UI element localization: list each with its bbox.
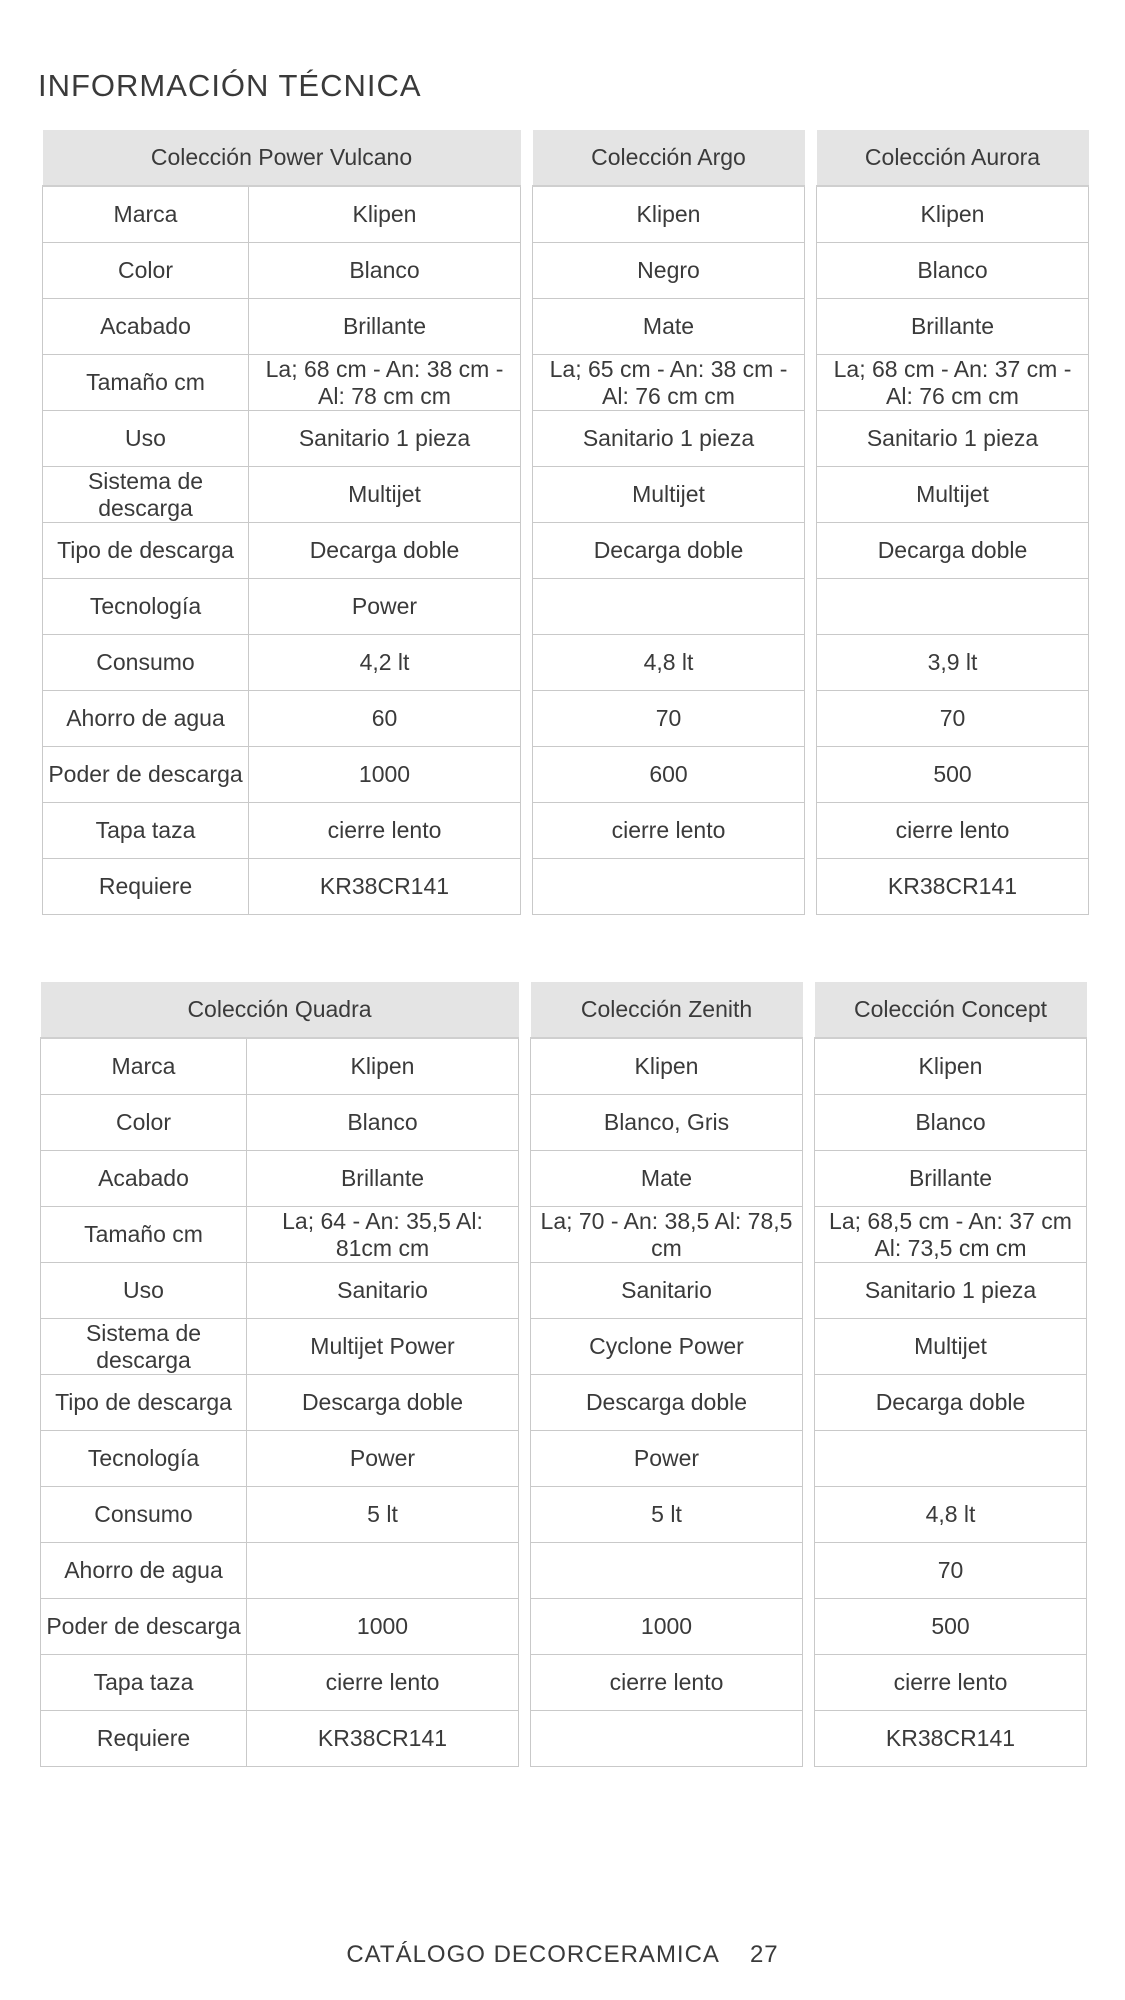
table-cell: cierre lento (531, 1655, 803, 1711)
table-cell: Power (531, 1431, 803, 1487)
table-cell: La; 68 cm - An: 38 cm - Al: 78 cm cm (249, 355, 521, 411)
table-cell: Mate (531, 1151, 803, 1207)
table-row (41, 1711, 1087, 1767)
table-row (43, 186, 1089, 243)
table-cell: cierre lento (247, 1655, 519, 1711)
table-cell: cierre lento (533, 803, 805, 859)
table-row (43, 243, 1089, 299)
table-row (43, 411, 1089, 467)
table-cell: Klipen (815, 1038, 1087, 1095)
table-cell: Decarga doble (249, 523, 521, 579)
table-cell (531, 1543, 803, 1599)
table-cell: Sanitario 1 pieza (533, 411, 805, 467)
row-label: Ahorro de agua (43, 691, 249, 747)
table-cell: 500 (815, 1599, 1087, 1655)
table-cell (533, 859, 805, 915)
table-cell: Blanco (247, 1095, 519, 1151)
row-label: Tecnología (43, 579, 249, 635)
table-cell: Mate (533, 299, 805, 355)
table-cell: Klipen (533, 186, 805, 243)
row-label: Consumo (43, 635, 249, 691)
table-cell: Multijet (249, 467, 521, 523)
table-row (41, 1375, 1087, 1431)
row-label: Poder de descarga (43, 747, 249, 803)
spec-table-1 (42, 130, 1089, 915)
table-cell: Brillante (247, 1151, 519, 1207)
table-cell: cierre lento (817, 803, 1089, 859)
table-cell: 70 (815, 1543, 1087, 1599)
table-cell (533, 579, 805, 635)
table-cell: Sanitario 1 pieza (817, 411, 1089, 467)
table-row (41, 1263, 1087, 1319)
table-cell: Klipen (249, 186, 521, 243)
row-label: Sistema de descarga (41, 1319, 247, 1375)
table-row (41, 1655, 1087, 1711)
table-row (43, 747, 1089, 803)
table-cell: 4,8 lt (533, 635, 805, 691)
table-cell: Cyclone Power (531, 1319, 803, 1375)
table-cell: 4,2 lt (249, 635, 521, 691)
collection-header: Colección Aurora (817, 130, 1089, 186)
table-cell: 1000 (531, 1599, 803, 1655)
table-cell: Sanitario 1 pieza (249, 411, 521, 467)
table-cell: Blanco (249, 243, 521, 299)
table-row (41, 1095, 1087, 1151)
row-label: Marca (41, 1038, 247, 1095)
table-cell: Blanco (815, 1095, 1087, 1151)
table-row (41, 1487, 1087, 1543)
table-cell: La; 68 cm - An: 37 cm - Al: 76 cm cm (817, 355, 1089, 411)
row-label: Requiere (43, 859, 249, 915)
row-label: Tamaño cm (43, 355, 249, 411)
spec-table-2 (40, 982, 1087, 1767)
table-cell: Multijet (533, 467, 805, 523)
row-label: Uso (43, 411, 249, 467)
table-row (43, 635, 1089, 691)
collection-header: Colección Power Vulcano (43, 130, 521, 186)
table-cell: Brillante (815, 1151, 1087, 1207)
table-row (43, 355, 1089, 411)
table-cell: Blanco, Gris (531, 1095, 803, 1151)
table-cell: Klipen (247, 1038, 519, 1095)
table-cell: Blanco (817, 243, 1089, 299)
row-label: Sistema de descarga (43, 467, 249, 523)
row-label: Color (43, 243, 249, 299)
table-cell: 70 (817, 691, 1089, 747)
table-cell: 5 lt (247, 1487, 519, 1543)
table-cell: 4,8 lt (815, 1487, 1087, 1543)
table-cell: 70 (533, 691, 805, 747)
row-label: Tapa taza (43, 803, 249, 859)
table-cell (531, 1711, 803, 1767)
row-label: Uso (41, 1263, 247, 1319)
table-row (41, 1319, 1087, 1375)
row-label: Tecnología (41, 1431, 247, 1487)
table-cell: Decarga doble (817, 523, 1089, 579)
row-label: Tipo de descarga (41, 1375, 247, 1431)
table-cell: Sanitario (247, 1263, 519, 1319)
collection-header: Colección Argo (533, 130, 805, 186)
table-row (41, 1543, 1087, 1599)
table-row (41, 1038, 1087, 1095)
table-cell: KR38CR141 (815, 1711, 1087, 1767)
table-row (43, 691, 1089, 747)
table-row (41, 1151, 1087, 1207)
table-cell: KR38CR141 (249, 859, 521, 915)
table-row (41, 1431, 1087, 1487)
table-cell: Decarga doble (815, 1375, 1087, 1431)
table-cell: 1000 (247, 1599, 519, 1655)
row-label: Acabado (41, 1151, 247, 1207)
table-cell: Negro (533, 243, 805, 299)
table-cell: 500 (817, 747, 1089, 803)
page-title: INFORMACIÓN TÉCNICA (38, 68, 422, 103)
table-cell: La; 70 - An: 38,5 Al: 78,5 cm (531, 1207, 803, 1263)
footer-text: CATÁLOGO DECORCERAMICA (346, 1941, 720, 1968)
row-label: Tipo de descarga (43, 523, 249, 579)
table-row (43, 467, 1089, 523)
table-cell: 5 lt (531, 1487, 803, 1543)
table-cell: 3,9 lt (817, 635, 1089, 691)
row-label: Poder de descarga (41, 1599, 247, 1655)
table-cell: Klipen (531, 1038, 803, 1095)
table-cell: Descarga doble (531, 1375, 803, 1431)
collection-header: Colección Zenith (531, 982, 803, 1038)
table-cell: Brillante (817, 299, 1089, 355)
table-row (41, 1599, 1087, 1655)
table-row (43, 523, 1089, 579)
row-label: Requiere (41, 1711, 247, 1767)
table-cell: Multijet (815, 1319, 1087, 1375)
table-row (43, 803, 1089, 859)
table-row (43, 299, 1089, 355)
table-cell: Sanitario 1 pieza (815, 1263, 1087, 1319)
table-cell: Brillante (249, 299, 521, 355)
table-cell: Power (249, 579, 521, 635)
table-cell: Power (247, 1431, 519, 1487)
table-cell (247, 1543, 519, 1599)
row-label: Consumo (41, 1487, 247, 1543)
collection-header: Colección Quadra (41, 982, 519, 1038)
table-cell: Multijet Power (247, 1319, 519, 1375)
page-number: 27 (749, 1941, 779, 1968)
table-cell: Descarga doble (247, 1375, 519, 1431)
row-label: Color (41, 1095, 247, 1151)
table-cell: Decarga doble (533, 523, 805, 579)
table-cell: 600 (533, 747, 805, 803)
table-row (41, 1207, 1087, 1263)
table-cell: KR38CR141 (817, 859, 1089, 915)
table-cell: 60 (249, 691, 521, 747)
table-cell: Klipen (817, 186, 1089, 243)
table-row (43, 579, 1089, 635)
table-cell: La; 68,5 cm - An: 37 cm Al: 73,5 cm cm (815, 1207, 1087, 1263)
row-label: Ahorro de agua (41, 1543, 247, 1599)
row-label: Tapa taza (41, 1655, 247, 1711)
table-cell: Multijet (817, 467, 1089, 523)
table-cell: La; 64 - An: 35,5 Al: 81cm cm (247, 1207, 519, 1263)
collection-header: Colección Concept (815, 982, 1087, 1038)
table-cell (817, 579, 1089, 635)
page-footer (0, 1941, 1125, 1969)
table-cell: cierre lento (249, 803, 521, 859)
table-cell (815, 1431, 1087, 1487)
row-label: Tamaño cm (41, 1207, 247, 1263)
table-cell: Sanitario (531, 1263, 803, 1319)
table-cell: La; 65 cm - An: 38 cm - Al: 76 cm cm (533, 355, 805, 411)
table-row (43, 859, 1089, 915)
row-label: Marca (43, 186, 249, 243)
table-cell: 1000 (249, 747, 521, 803)
table-cell: cierre lento (815, 1655, 1087, 1711)
table-cell: KR38CR141 (247, 1711, 519, 1767)
row-label: Acabado (43, 299, 249, 355)
